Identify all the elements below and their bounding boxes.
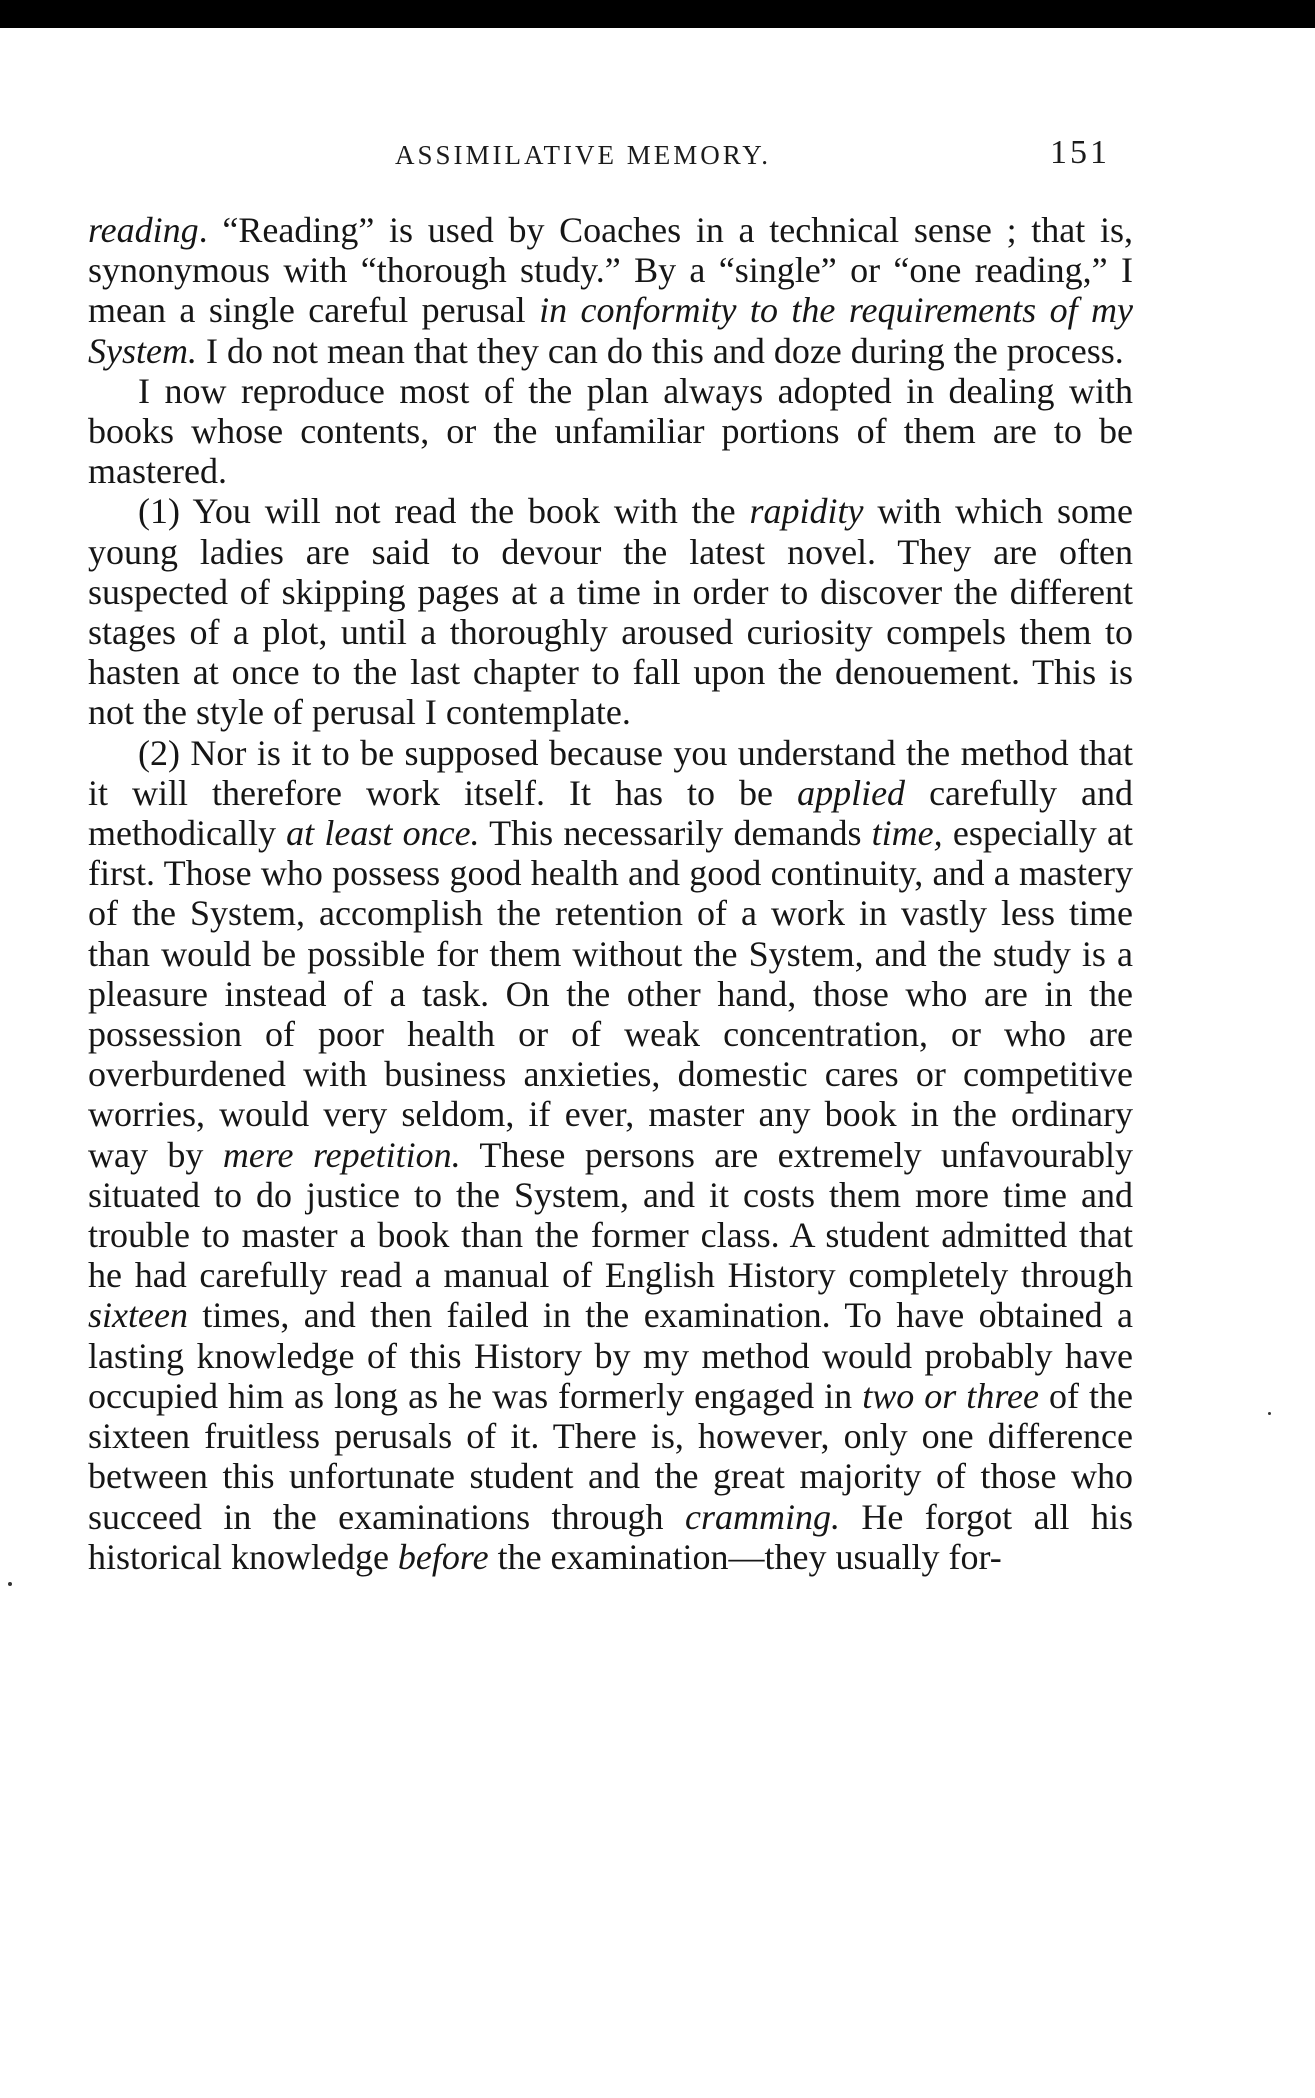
text-run: This necessarily demands (479, 813, 872, 854)
text-run: I now reproduce most of the plan always adopted in dealing with books whose contents, or the unfamiliar portions of them are to be mastered. (88, 370, 1133, 492)
italic-run: before (397, 1536, 489, 1577)
text-run: . “Reading” is used by Coaches in a technical sense ; that is, synonymous with “thorough study.” By a “single” or “one reading,” I mean a single careful perusal (88, 210, 1133, 331)
text-run: especially at first. Those who possess good health and good continuity, and a mastery of the System, accomplish the retention of a work in vastly less time than would be possible for them without the System, and the study is a pleasure instead of a task. On the other hand, those who are in the possession of poor health or of weak concentration, or who are overburdened with business anxieties, domestic cares or competitive worries, would very seldom, if ever, master any book in the ordinary way by (88, 813, 1133, 1175)
paragraph (88, 491, 1133, 732)
text-run: He forgot all his historical knowledge (88, 1496, 1133, 1577)
text-run: These persons are extremely unfavourably situated to do justice to the System, and it costs them more time and trouble to master a book than the former class. A student admitted that he had carefully read a manual of English History completely through (88, 1134, 1133, 1296)
paragraph (88, 733, 1133, 1577)
running-title: ASSIMILATIVE MEMORY. (395, 140, 772, 170)
italic-run: two or three (862, 1375, 1039, 1416)
scan-speck (1268, 1412, 1271, 1415)
paragraph (88, 371, 1133, 492)
italic-run: time, (871, 813, 943, 854)
text-run: (1) You will not read the book with the (138, 491, 750, 532)
italic-run: sixteen (88, 1295, 188, 1336)
italic-run: cramming. (684, 1496, 840, 1537)
paragraph (88, 210, 1133, 371)
text-run: (2) Nor is it to be supposed because you understand the method that it will therefore work itself. It has to be (88, 732, 1133, 813)
text-run: I do not mean that they can do this and doze during the process. (196, 330, 1124, 371)
italic-run: applied (797, 772, 906, 813)
italic-run: in conformity to the requirements of my System. (88, 290, 1133, 371)
scan-speck (8, 1582, 12, 1586)
italic-run: reading (88, 210, 199, 250)
text-run: times, and then failed in the examination. To have obtained a lasting knowledge of this History by my method would probably have occupied him as long as he was formerly engaged in (88, 1295, 1133, 1416)
page-number: 151 (1050, 134, 1110, 171)
text-run: with which some young ladies are said to devour the latest novel. They are often suspected of skipping pages at a time in order to discover the different stages of a plot, until a thoroughly aroused curiosity compels them to hasten at once to the last chapter to fall upon the denouement. This is not the style of perusal I contemplate. (88, 491, 1133, 733)
italic-run: rapidity (749, 491, 864, 532)
text-run: of the sixteen fruitless perusals of it. There is, however, only one difference between this unfortunate student and the great majority of those who succeed in the examinations through (88, 1375, 1134, 1537)
text-run: the examination—they usually for- (488, 1536, 1002, 1577)
body-text (88, 210, 1133, 1577)
italic-run: at least once. (286, 813, 480, 854)
italic-run: mere repetition. (222, 1134, 461, 1175)
text-run: carefully and methodically (88, 772, 1133, 854)
